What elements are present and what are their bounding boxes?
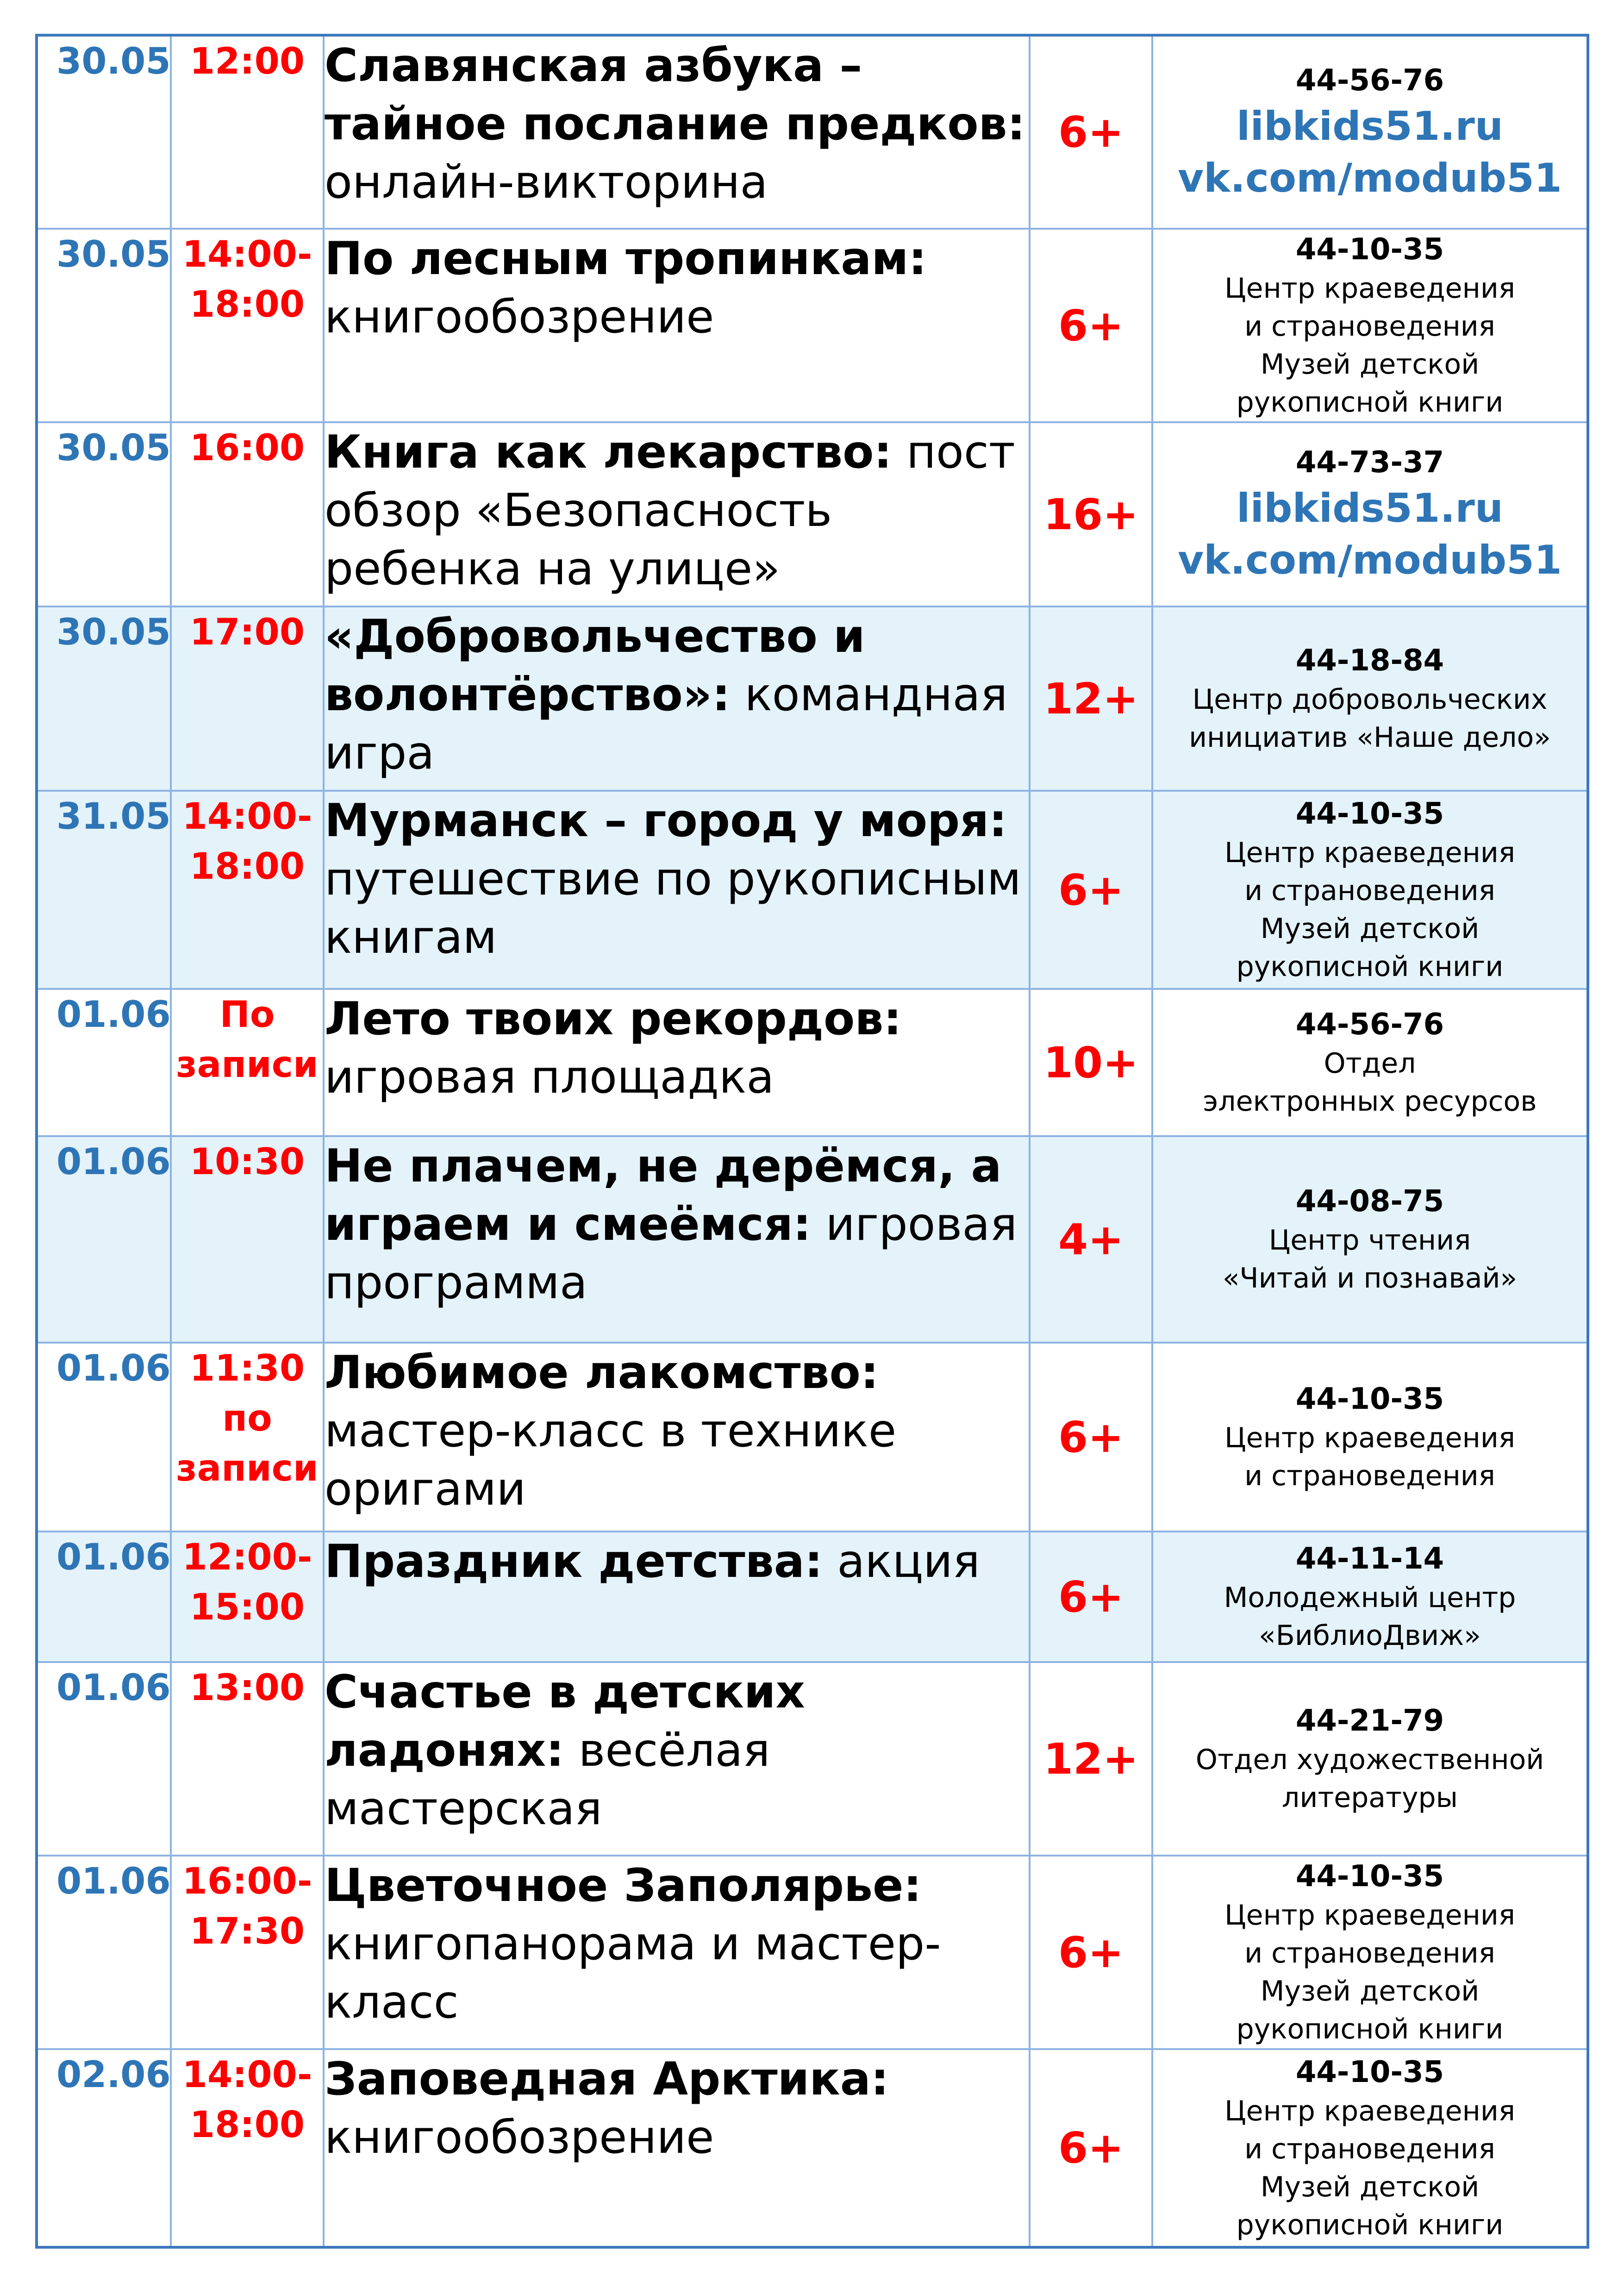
event-time: 17:30 bbox=[189, 1911, 305, 1952]
event-time: 17:00 bbox=[189, 612, 305, 653]
contact-cell bbox=[1152, 229, 1588, 422]
event-title bbox=[324, 1136, 1030, 1343]
age-rating: 6+ bbox=[1030, 1343, 1152, 1532]
event-time: записи bbox=[176, 1044, 319, 1086]
event-time: 16:00 bbox=[189, 427, 305, 469]
contact-phone: 44-10-35 bbox=[1295, 1382, 1444, 1416]
place-line: «БиблиоДвиж» bbox=[1259, 1619, 1481, 1652]
place-line: Музей детской bbox=[1260, 1975, 1480, 2007]
place-line: Центр добровольческих bbox=[1192, 683, 1548, 716]
event-time: 12:00- bbox=[182, 1537, 312, 1578]
table-row bbox=[37, 791, 1588, 989]
event-title-bold: Книга как лекарство: bbox=[325, 426, 892, 479]
event-date: 30.05 bbox=[56, 41, 171, 82]
place-line: Центр краеведения bbox=[1224, 1422, 1515, 1454]
contact-cell bbox=[1152, 2049, 1588, 2247]
time-cell bbox=[171, 422, 324, 606]
event-title bbox=[324, 791, 1030, 989]
place-line: рукописной книги bbox=[1236, 950, 1504, 983]
date-cell bbox=[37, 35, 171, 229]
event-title-rest: онлайн-викторина bbox=[325, 156, 768, 209]
event-title-rest: акция bbox=[823, 1535, 980, 1588]
event-title bbox=[324, 2049, 1030, 2247]
contact-cell bbox=[1152, 1136, 1588, 1343]
place-line: и страноведения bbox=[1244, 1460, 1495, 1492]
age-rating: 6+ bbox=[1030, 229, 1152, 422]
time-cell bbox=[171, 1343, 324, 1532]
date-cell bbox=[37, 1856, 171, 2049]
event-title-bold: Лето твоих рекордов: bbox=[325, 993, 902, 1045]
table-row bbox=[37, 1136, 1588, 1343]
contact-cell bbox=[1152, 1662, 1588, 1856]
event-date: 30.05 bbox=[56, 612, 171, 653]
event-time: 18:00 bbox=[189, 2104, 305, 2146]
event-date: 01.06 bbox=[56, 1861, 171, 1902]
vk-link[interactable]: vk.com/modub51 bbox=[1178, 155, 1562, 201]
contact-cell bbox=[1152, 989, 1588, 1136]
event-title-bold: Праздник детства: bbox=[325, 1535, 823, 1588]
event-title-bold: По лесным тропинкам: bbox=[325, 232, 927, 285]
contact-phone: 44-56-76 bbox=[1295, 1007, 1444, 1042]
place-line: рукописной книги bbox=[1236, 2013, 1504, 2045]
table-row bbox=[37, 1532, 1588, 1662]
contact-cell bbox=[1152, 422, 1588, 606]
event-date: 01.06 bbox=[56, 994, 171, 1036]
table-row bbox=[37, 1343, 1588, 1532]
table-row bbox=[37, 989, 1588, 1136]
event-date: 02.06 bbox=[56, 2054, 171, 2096]
event-title bbox=[324, 229, 1030, 422]
table-row bbox=[37, 35, 1588, 229]
contact-phone: 44-10-35 bbox=[1295, 797, 1444, 831]
contact-phone: 44-08-75 bbox=[1295, 1184, 1444, 1219]
place-line: Музей детской bbox=[1260, 348, 1480, 381]
event-title-bold: Мурманск – город у моря: bbox=[325, 794, 1007, 847]
place-line: Центр краеведения bbox=[1224, 2094, 1515, 2127]
place-line: и страноведения bbox=[1244, 1937, 1495, 1969]
website-link[interactable]: libkids51.ru bbox=[1237, 485, 1503, 531]
place-line: литературы bbox=[1282, 1782, 1458, 1814]
event-title bbox=[324, 1662, 1030, 1856]
event-date: 01.06 bbox=[56, 1141, 171, 1183]
event-date: 30.05 bbox=[56, 234, 171, 275]
event-time: 15:00 bbox=[189, 1587, 305, 1628]
event-title-rest: игровая площадка bbox=[325, 1051, 775, 1104]
time-cell bbox=[171, 2049, 324, 2247]
date-cell bbox=[37, 1532, 171, 1662]
event-time: 18:00 bbox=[189, 846, 305, 888]
date-cell bbox=[37, 229, 171, 422]
event-title-bold: Цветочное Заполярье: bbox=[325, 1859, 922, 1912]
event-title bbox=[324, 1532, 1030, 1662]
contact-phone: 44-10-35 bbox=[1295, 232, 1444, 267]
place-line: Центр краеведения bbox=[1224, 1899, 1515, 1932]
event-time: 14:00- bbox=[182, 796, 312, 838]
event-title-bold: Счастье в детских ладонях: bbox=[325, 1666, 805, 1777]
place-line: Центр чтения bbox=[1268, 1224, 1471, 1257]
vk-link[interactable]: vk.com/modub51 bbox=[1178, 537, 1562, 583]
place-line: инициатив «Наше дело» bbox=[1189, 721, 1551, 754]
date-cell bbox=[37, 2049, 171, 2247]
place-line: Музей детской bbox=[1260, 2170, 1480, 2203]
time-cell bbox=[171, 1856, 324, 2049]
website-link[interactable]: libkids51.ru bbox=[1237, 103, 1503, 150]
contact-phone: 44-10-35 bbox=[1295, 1859, 1444, 1894]
event-time: 16:00- bbox=[182, 1861, 312, 1902]
contact-cell bbox=[1152, 1856, 1588, 2049]
place-line: рукописной книги bbox=[1236, 386, 1504, 419]
time-cell bbox=[171, 1136, 324, 1343]
event-time: по bbox=[222, 1398, 272, 1439]
time-cell bbox=[171, 1662, 324, 1856]
table-row bbox=[37, 229, 1588, 422]
table-row bbox=[37, 2049, 1588, 2247]
table-row bbox=[37, 606, 1588, 791]
date-cell bbox=[37, 1343, 171, 1532]
age-rating: 16+ bbox=[1030, 422, 1152, 606]
time-cell bbox=[171, 989, 324, 1136]
age-rating: 10+ bbox=[1030, 989, 1152, 1136]
age-rating: 12+ bbox=[1030, 606, 1152, 791]
place-line: Центр краеведения bbox=[1224, 837, 1515, 869]
date-cell bbox=[37, 989, 171, 1136]
age-rating: 6+ bbox=[1030, 1532, 1152, 1662]
contact-cell bbox=[1152, 791, 1588, 989]
date-cell bbox=[37, 1136, 171, 1343]
event-date: 01.06 bbox=[56, 1348, 171, 1389]
table-row bbox=[37, 1662, 1588, 1856]
place-line: Отдел bbox=[1324, 1047, 1416, 1080]
event-title-rest: весёлая мастерская bbox=[325, 1724, 770, 1835]
place-line: Молодежный центр bbox=[1224, 1582, 1516, 1614]
event-title-rest: путешествие по рукописным книгам bbox=[325, 853, 1021, 964]
event-time: 10:30 bbox=[189, 1141, 305, 1183]
event-title-rest: пост обзор «Безопасность ребенка на улице» bbox=[325, 426, 1015, 595]
date-cell bbox=[37, 1662, 171, 1856]
place-line: рукописной книги bbox=[1236, 2208, 1504, 2241]
date-cell bbox=[37, 606, 171, 791]
event-date: 31.05 bbox=[56, 796, 171, 838]
age-rating: 6+ bbox=[1030, 1856, 1152, 2049]
event-title bbox=[324, 422, 1030, 606]
contact-phone: 44-21-79 bbox=[1295, 1704, 1444, 1738]
event-time: 18:00 bbox=[189, 284, 305, 325]
event-time: 13:00 bbox=[189, 1667, 305, 1709]
time-cell bbox=[171, 1532, 324, 1662]
place-line: Музей детской bbox=[1260, 913, 1480, 945]
contact-cell bbox=[1152, 606, 1588, 791]
age-rating: 4+ bbox=[1030, 1136, 1152, 1343]
table-row bbox=[37, 1856, 1588, 2049]
contact-phone: 44-56-76 bbox=[1295, 63, 1444, 98]
time-cell bbox=[171, 229, 324, 422]
event-title-rest: мастер-класс в технике оригами bbox=[325, 1405, 897, 1516]
event-title-rest: книгопанорама и мастер-класс bbox=[325, 1918, 941, 2029]
date-cell bbox=[37, 422, 171, 606]
place-line: и страноведения bbox=[1244, 2132, 1495, 2165]
event-date: 01.06 bbox=[56, 1667, 171, 1709]
time-cell bbox=[171, 791, 324, 989]
place-line: «Читай и познавай» bbox=[1222, 1262, 1518, 1294]
event-title-rest: книгообозрение bbox=[325, 291, 714, 344]
time-cell bbox=[171, 606, 324, 791]
place-line: Отдел художественной bbox=[1195, 1744, 1544, 1776]
date-cell bbox=[37, 791, 171, 989]
place-line: Центр краеведения bbox=[1224, 272, 1515, 305]
age-rating: 6+ bbox=[1030, 35, 1152, 229]
place-line: и страноведения bbox=[1244, 875, 1495, 907]
age-rating: 12+ bbox=[1030, 1662, 1152, 1856]
event-title bbox=[324, 989, 1030, 1136]
event-time: 11:30 bbox=[189, 1348, 305, 1389]
age-rating: 6+ bbox=[1030, 791, 1152, 989]
contact-phone: 44-11-14 bbox=[1295, 1542, 1444, 1576]
event-date: 01.06 bbox=[56, 1537, 171, 1578]
age-rating: 6+ bbox=[1030, 2049, 1152, 2247]
contact-cell bbox=[1152, 1532, 1588, 1662]
event-title bbox=[324, 35, 1030, 229]
events-table bbox=[35, 34, 1589, 2249]
event-title-rest: командная игра bbox=[325, 669, 1008, 780]
contact-phone: 44-18-84 bbox=[1295, 644, 1444, 678]
event-time: записи bbox=[176, 1448, 319, 1489]
event-time: По bbox=[219, 994, 275, 1036]
event-time: 14:00- bbox=[182, 234, 312, 275]
contact-phone: 44-10-35 bbox=[1295, 2055, 1444, 2089]
event-time: 12:00 bbox=[189, 41, 305, 82]
contact-cell bbox=[1152, 1343, 1588, 1532]
event-title-bold: Славянская азбука – тайное послание предков: bbox=[325, 39, 1025, 150]
event-title-rest: книгообозрение bbox=[325, 2111, 714, 2164]
event-time: 14:00- bbox=[182, 2054, 312, 2096]
event-title bbox=[324, 1343, 1030, 1532]
event-title bbox=[324, 606, 1030, 791]
event-title-bold: Не плачем, не дерёмся, а играем и смеёмся: bbox=[325, 1140, 1002, 1251]
place-line: электронных ресурсов bbox=[1203, 1085, 1537, 1118]
place-line: и страноведения bbox=[1244, 310, 1495, 343]
time-cell bbox=[171, 35, 324, 229]
contact-phone: 44-73-37 bbox=[1295, 445, 1444, 480]
event-title-bold: Заповедная Арктика: bbox=[325, 2053, 889, 2106]
event-title-rest: игровая программа bbox=[325, 1198, 1018, 1309]
table-row bbox=[37, 422, 1588, 606]
event-title bbox=[324, 1856, 1030, 2049]
event-date: 30.05 bbox=[56, 427, 171, 469]
event-title-bold: «Добровольчество и волонтёрство»: bbox=[325, 610, 865, 721]
contact-cell bbox=[1152, 35, 1588, 229]
event-title-bold: Любимое лакомство: bbox=[325, 1346, 879, 1399]
